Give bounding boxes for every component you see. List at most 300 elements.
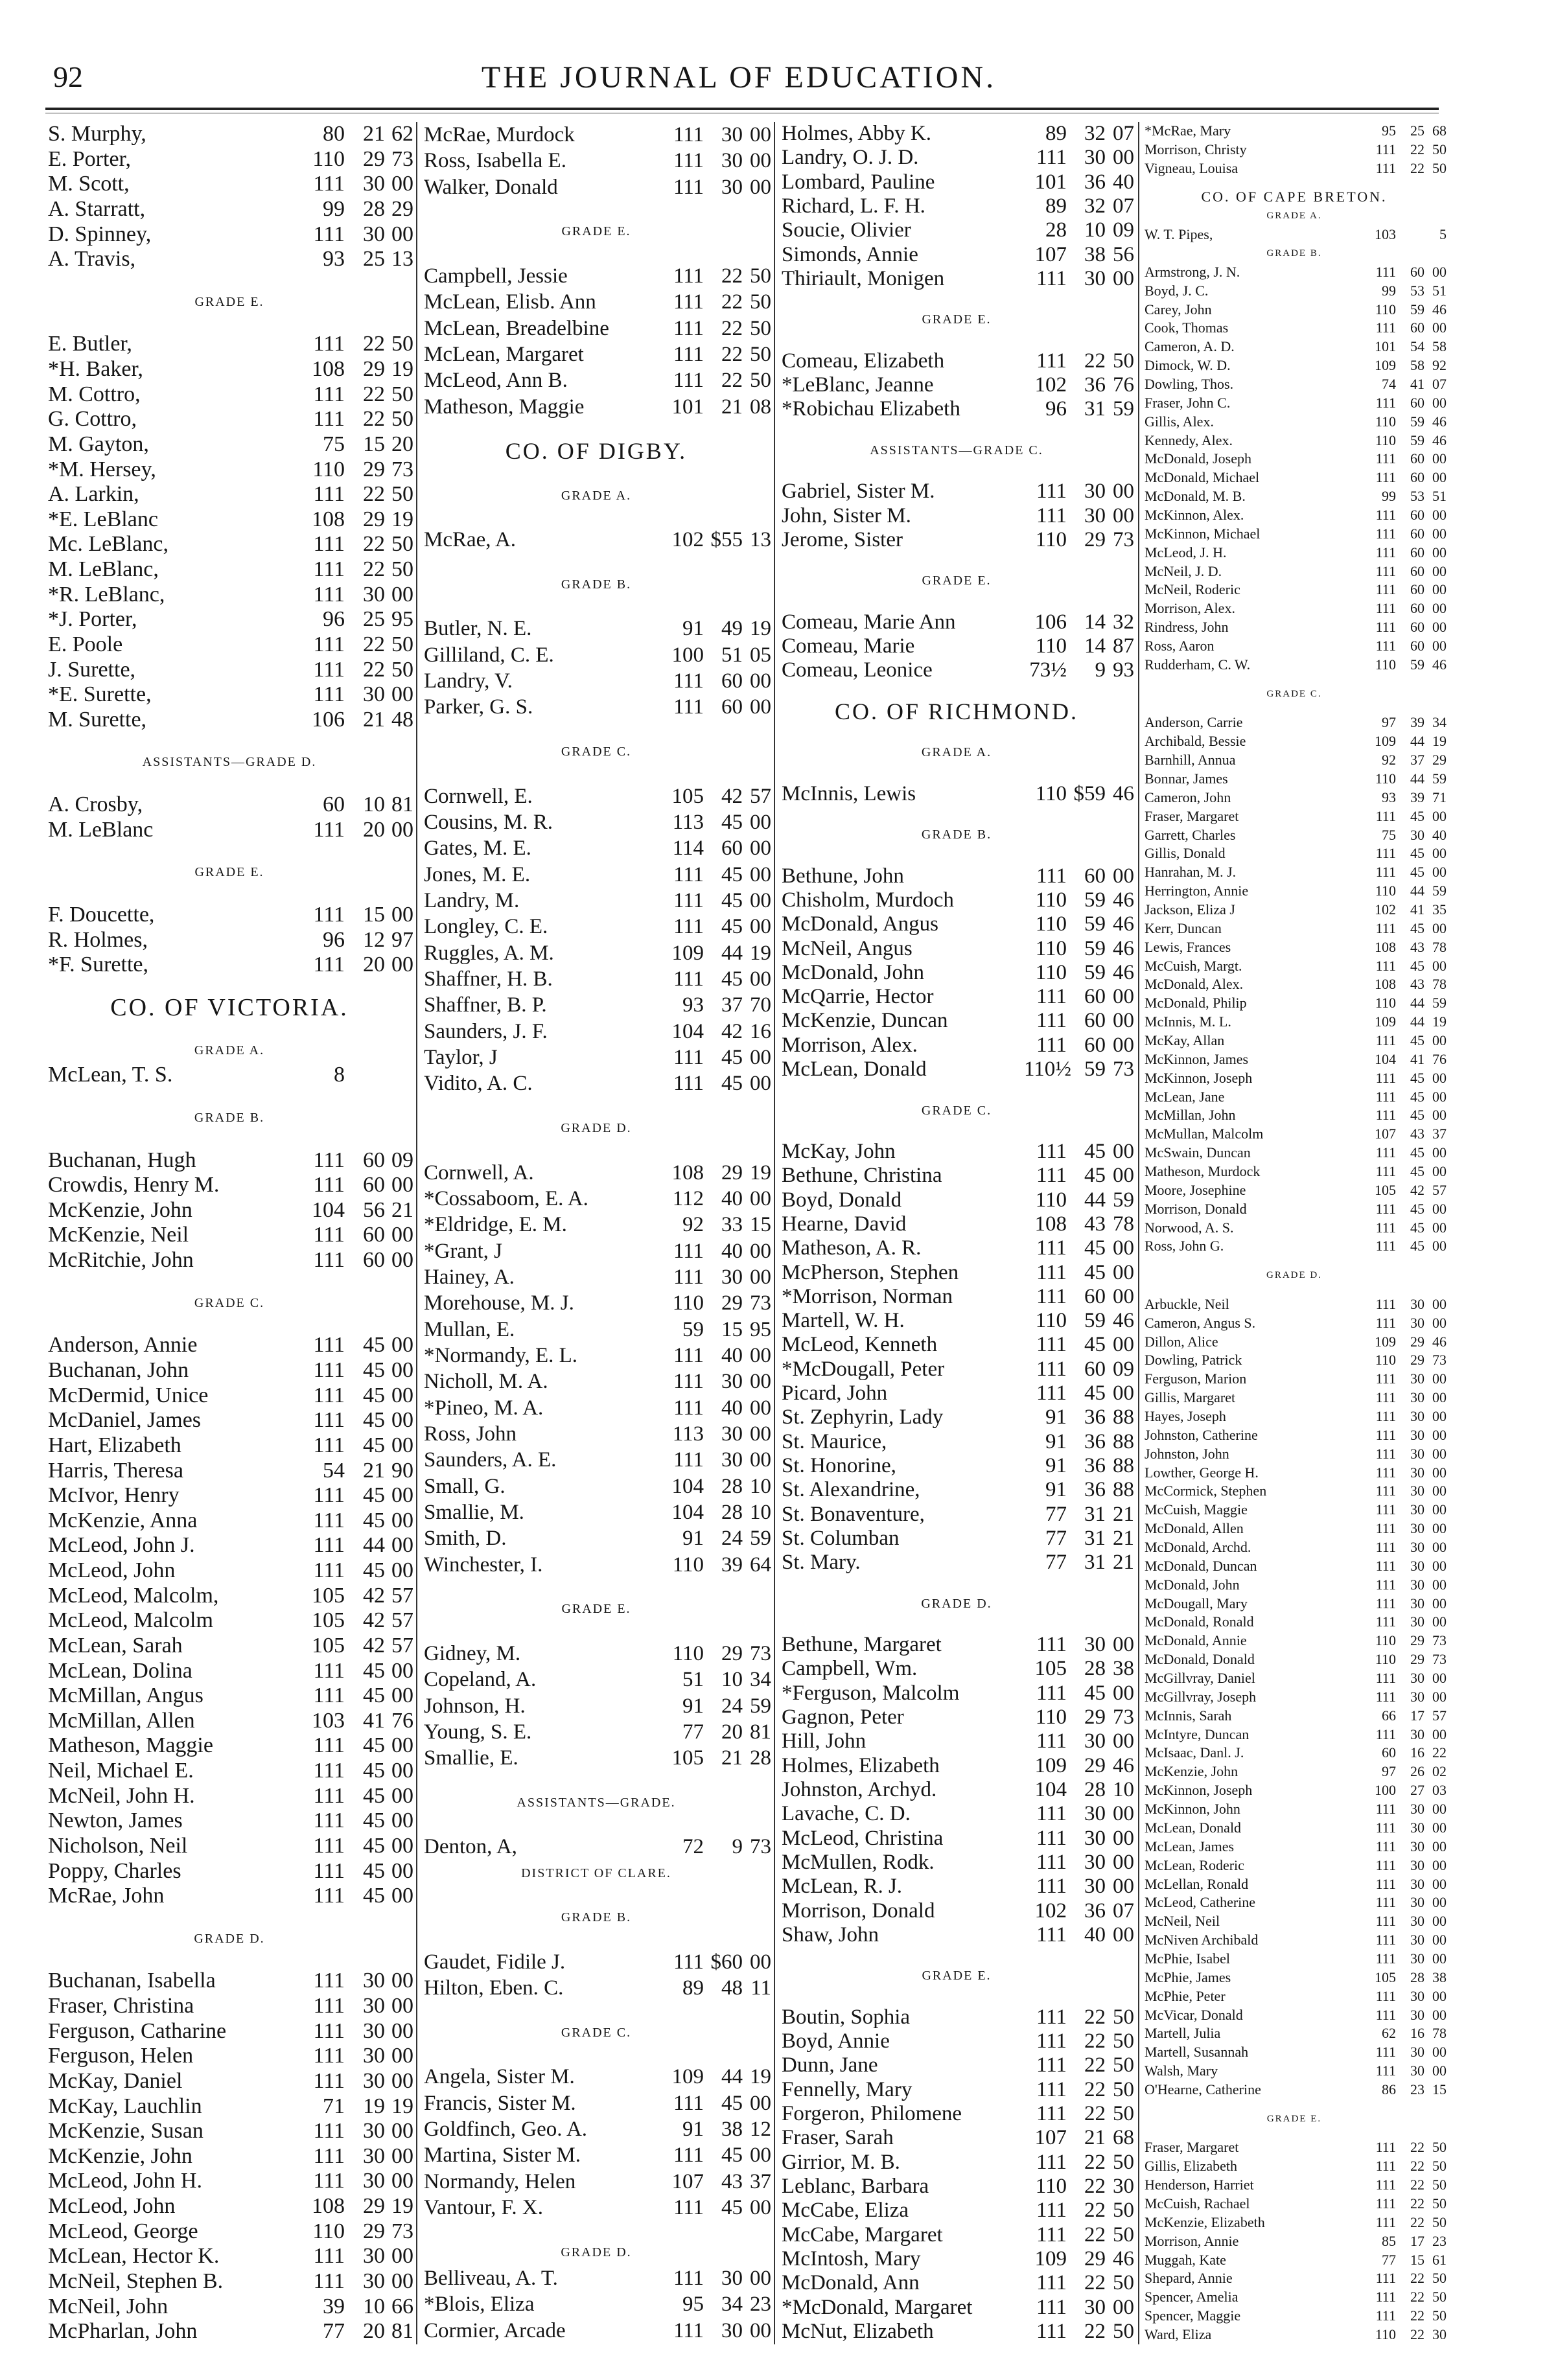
grant-cents: 22	[1432, 1744, 1447, 1761]
spacer	[45, 1951, 413, 1969]
teacher-entry	[45, 1683, 413, 1709]
teacher-name: Ward, Eliza	[1145, 2326, 1212, 2342]
days-taught: 111	[1036, 1802, 1067, 1826]
grant-cents: 00	[391, 1173, 413, 1197]
days-taught: 111	[1036, 2199, 1067, 2223]
grant-cents: 50	[1113, 2005, 1134, 2029]
grant-cents: 56	[1113, 242, 1134, 266]
grant-cents: 00	[391, 1533, 413, 1558]
days-taught: 111	[1375, 394, 1396, 411]
grant-cents: 51	[1432, 282, 1447, 299]
teacher-entry	[421, 2195, 771, 2221]
spacer	[779, 1947, 1134, 1964]
grade-heading: GRADE B.	[561, 1910, 632, 1925]
teacher-name: Butler, N. E.	[424, 617, 532, 641]
grant-dollars: 60	[1084, 985, 1106, 1009]
teacher-name: E. Butler,	[48, 332, 132, 356]
grade-heading: GRADE E.	[922, 1969, 992, 1983]
teacher-name: McQarrie, Hector	[782, 985, 934, 1009]
grant-dollars: 29	[1084, 2247, 1106, 2270]
teacher-name: Thiriault, Monigen	[782, 266, 945, 290]
grant-dollars: 53	[1410, 488, 1424, 505]
grant-cents: 00	[1432, 1913, 1447, 1930]
teacher-name: W. T. Pipes,	[1145, 226, 1213, 243]
teacher-entry	[779, 1454, 1134, 1478]
grant-cents: 00	[1432, 562, 1447, 579]
grant-cents: 00	[750, 175, 771, 199]
grant-dollars: 42	[1410, 1181, 1424, 1198]
days-taught: 111	[673, 1265, 704, 1289]
days-taught: 111	[313, 1358, 345, 1382]
teacher-entry	[1142, 975, 1447, 994]
teacher-name: Boyd, Donald	[782, 1188, 902, 1212]
teacher-name: Fraser, Christina	[48, 1994, 194, 2018]
teacher-name: Martell, Julia	[1145, 2025, 1221, 2042]
spacer	[1142, 704, 1447, 714]
days-taught: 110	[312, 2219, 345, 2243]
teacher-name: McCormick, Stephen	[1145, 1483, 1267, 1499]
teacher-entry	[1142, 1969, 1447, 1987]
teacher-entry	[1142, 1295, 1447, 1314]
grant-cents: 97	[391, 927, 413, 952]
grant-cents: 93	[1113, 658, 1134, 682]
grant-cents: 00	[1432, 1238, 1447, 1254]
days-taught: 111	[313, 2244, 345, 2269]
teacher-entry	[421, 1641, 771, 1667]
days-taught: 104	[312, 1197, 345, 1222]
grant-cents: 78	[1113, 1212, 1134, 1236]
teacher-entry	[421, 1447, 771, 1473]
days-taught: 111	[313, 1833, 345, 1858]
teacher-entry	[45, 1173, 413, 1198]
teacher-name: Girrior, M. B.	[782, 2150, 900, 2174]
teacher-entry	[421, 2265, 771, 2291]
teacher-name: Chisholm, Murdoch	[782, 888, 954, 912]
teacher-name: McPhie, Peter	[1145, 1987, 1226, 2004]
grant-dollars: 30	[721, 1370, 743, 1394]
days-taught: 104	[1375, 1050, 1396, 1067]
spacer	[421, 553, 771, 572]
days-taught: 111	[1375, 1576, 1396, 1593]
teacher-name: Leblanc, Barbara	[782, 2174, 929, 2198]
teacher-name: Poppy, Charles	[48, 1858, 181, 1883]
spacer	[779, 332, 1134, 349]
teacher-name: McIntyre, Duncan	[1145, 1726, 1250, 1742]
teacher-name: McLellan, Ronald	[1145, 1875, 1249, 1892]
days-taught: 100	[671, 643, 704, 667]
teacher-name: Dimock, W. D.	[1145, 357, 1231, 374]
grant-cents: 59	[1113, 1188, 1134, 1212]
days-taught: 111	[1375, 957, 1396, 974]
grant-cents: 00	[1432, 1295, 1447, 1312]
teacher-name: *McDonald, Margaret	[782, 2295, 973, 2319]
teacher-name: McKay, Daniel	[48, 2068, 183, 2093]
days-taught: 72	[682, 1835, 704, 1859]
grant-cents: 05	[750, 643, 771, 667]
grant-cents: 00	[391, 1248, 413, 1273]
grant-cents: 00	[1113, 1923, 1134, 1947]
grant-dollars: 43	[1084, 1212, 1106, 1236]
teacher-name: Soucie, Olivier	[782, 218, 911, 242]
days-taught: 111	[1375, 1557, 1396, 1574]
teacher-entry	[779, 2151, 1134, 2175]
teacher-entry	[45, 122, 413, 147]
grant-cents: 73	[1432, 1651, 1447, 1668]
teacher-entry	[1142, 1426, 1447, 1445]
teacher-entry	[1142, 263, 1447, 282]
page-number: 92	[53, 60, 83, 93]
grant-dollars: 45	[1410, 1032, 1424, 1048]
days-taught: 110	[1035, 888, 1067, 912]
grant-dollars: 22	[1084, 2199, 1106, 2223]
teacher-name: Hearne, David	[782, 1212, 907, 1236]
grant-cents: 00	[391, 1969, 413, 1993]
days-taught: 111	[1375, 2062, 1396, 2079]
grant-dollars: 30	[1410, 2062, 1424, 2079]
days-taught: 111	[313, 2169, 345, 2193]
grant-cents: 00	[750, 1265, 771, 1289]
grant-dollars: 30	[1410, 1688, 1424, 1705]
teacher-name: G. Cottro,	[48, 407, 137, 432]
grant-dollars: 16	[1410, 1744, 1424, 1761]
teacher-name: McKinnon, John	[1145, 1801, 1240, 1818]
teacher-entry	[779, 2296, 1134, 2320]
spacer	[779, 1616, 1134, 1633]
grant-dollars: 58	[1410, 357, 1424, 374]
grant-dollars: 14	[1084, 634, 1106, 658]
days-taught: 111	[313, 1483, 345, 1508]
teacher-entry	[1142, 1707, 1447, 1726]
teacher-name: McLeod, Christina	[782, 1826, 944, 1850]
grant-cents: 00	[1113, 1633, 1134, 1657]
grant-cents: 32	[1113, 610, 1134, 634]
days-taught: 110	[1375, 301, 1396, 318]
teacher-name: Mullan, E.	[424, 1317, 515, 1341]
grant-dollars: 45	[363, 1783, 385, 1808]
grant-cents: 78	[1432, 938, 1447, 955]
days-taught: 86	[1382, 2081, 1396, 2097]
teacher-name: *Pineo, M. A.	[424, 1396, 544, 1420]
teacher-entry	[45, 2119, 413, 2144]
grant-cents: 73	[750, 1641, 771, 1665]
grant-cents: 00	[1432, 2062, 1447, 2079]
teacher-name: Buchanan, John	[48, 1358, 189, 1382]
spacer	[779, 1123, 1134, 1140]
days-taught: 111	[673, 967, 704, 991]
days-taught: 111	[313, 682, 345, 707]
days-taught: 108	[312, 357, 345, 382]
days-taught: 113	[672, 1422, 704, 1446]
grant-dollars: 22	[363, 407, 385, 432]
days-taught: 110	[1375, 1352, 1396, 1369]
teacher-entry	[45, 1608, 413, 1634]
teacher-entry	[45, 2244, 413, 2269]
spacer	[779, 806, 1134, 823]
grant-cents: 58	[1432, 338, 1447, 355]
teacher-entry	[421, 1975, 771, 2001]
teacher-entry	[779, 349, 1134, 373]
teacher-name: Ferguson, Catharine	[48, 2018, 227, 2043]
teacher-name: Boutin, Sophia	[782, 2005, 911, 2029]
teacher-name: Jerome, Sister	[782, 527, 903, 551]
grant-dollars: 39	[1410, 789, 1424, 805]
grant-dollars: 45	[1410, 957, 1424, 974]
grant-dollars: 15	[363, 903, 385, 927]
grant-cents: 10	[750, 1501, 771, 1525]
teacher-entry	[779, 1478, 1134, 1502]
days-taught: 111	[1375, 1913, 1396, 1930]
days-taught: 111	[1375, 2289, 1396, 2305]
teacher-entry	[421, 1395, 771, 1421]
teacher-entry	[1142, 141, 1447, 159]
teacher-entry	[421, 1186, 771, 1212]
grade-heading: GRADE D.	[1266, 1270, 1322, 1281]
grant-dollars: 22	[1084, 2223, 1106, 2247]
teacher-entry	[421, 1525, 771, 1551]
teacher-entry	[1142, 225, 1447, 244]
days-taught: 111	[1375, 1539, 1396, 1556]
teacher-entry	[1142, 919, 1447, 938]
days-taught: 108	[1375, 938, 1396, 955]
teacher-name: McRae, A.	[424, 528, 517, 552]
days-taught: 111	[313, 1408, 345, 1433]
grant-cents: 73	[1113, 1057, 1134, 1081]
teacher-name: Smallie, M.	[424, 1501, 524, 1525]
days-taught: 111	[1375, 845, 1396, 862]
days-taught: 104	[1034, 1778, 1067, 1801]
spacer	[779, 724, 1134, 741]
grant-dollars: 30	[363, 2143, 385, 2168]
grant-cents: 38	[1113, 1657, 1134, 1681]
spacer	[421, 721, 771, 739]
teacher-entry	[45, 2019, 413, 2044]
grade-heading: GRADE B.	[1266, 248, 1322, 259]
teacher-name: Parker, G. S.	[424, 695, 533, 719]
teacher-name: McInnis, Lewis	[782, 781, 916, 805]
grant-dollars: 45	[1084, 1139, 1106, 1163]
teacher-name: Kerr, Duncan	[1145, 919, 1222, 936]
teacher-entry	[1142, 2138, 1447, 2157]
grant-dollars: 36	[1084, 170, 1106, 194]
teacher-entry	[1142, 1162, 1447, 1181]
grant-dollars: 45	[363, 1833, 385, 1858]
days-taught: 92	[682, 1213, 704, 1237]
teacher-name: M. Cottro,	[48, 382, 141, 406]
teacher-name: Bethune, Christina	[782, 1164, 942, 1188]
grant-cents: 19	[750, 941, 771, 965]
grant-cents: 92	[1432, 357, 1447, 374]
days-taught: 111	[1375, 1408, 1396, 1425]
teacher-name: McCuish, Margt.	[1145, 957, 1242, 974]
teacher-entry	[421, 992, 771, 1018]
grant-dollars: 30	[1410, 1875, 1424, 1892]
teacher-entry	[45, 382, 413, 408]
grade-heading: GRADE C.	[921, 1103, 992, 1118]
grant-dollars: 29	[363, 357, 385, 382]
grant-cents: 81	[391, 792, 413, 817]
days-taught: 111	[1036, 1729, 1067, 1753]
teacher-entry	[421, 1667, 771, 1693]
grant-dollars: 34	[721, 2293, 743, 2316]
teacher-entry	[45, 332, 413, 357]
days-taught: 111	[1036, 1875, 1067, 1899]
spacer	[421, 200, 771, 218]
grant-dollars: 30	[1410, 1408, 1424, 1425]
grant-dollars: 45	[1410, 1069, 1424, 1086]
teacher-name: McLeod, John	[48, 2194, 176, 2219]
days-taught: 111	[1375, 2158, 1396, 2175]
grant-cents: 64	[750, 1553, 771, 1577]
teacher-entry	[1142, 1800, 1447, 1819]
teacher-name: Carey, John	[1145, 301, 1212, 318]
teacher-name: McGillvray, Joseph	[1145, 1688, 1257, 1705]
days-taught: 102	[1034, 373, 1067, 397]
teacher-entry	[1142, 994, 1447, 1013]
grant-cents: 59	[1113, 397, 1134, 421]
grant-cents: 19	[750, 1161, 771, 1184]
days-taught: 110	[1375, 432, 1396, 448]
teacher-name: *Normandy, E. L.	[424, 1343, 578, 1367]
teacher-name: Morrison, Christy	[1145, 141, 1247, 157]
grant-cents: 68	[1432, 122, 1447, 139]
spacer	[1142, 178, 1447, 189]
teacher-name: McLeod, Ann B.	[424, 369, 568, 393]
teacher-entry	[1142, 807, 1447, 826]
grant-dollars: 29	[363, 146, 385, 171]
teacher-entry	[1142, 562, 1447, 581]
teacher-name: *Blois, Eliza	[424, 2293, 535, 2316]
grant-dollars: 30	[1410, 1913, 1424, 1930]
teacher-name: McLean, R. J.	[782, 1875, 903, 1899]
days-taught: 111	[1375, 141, 1396, 157]
teacher-entry	[421, 2142, 771, 2168]
grant-dollars: 30	[1084, 1802, 1106, 1826]
grant-dollars: 30	[1084, 503, 1106, 527]
grant-dollars: 30	[363, 2018, 385, 2043]
teacher-name: McKenzie, Neil	[48, 1223, 189, 1247]
grant-cents: 51	[1432, 488, 1447, 505]
grant-dollars: 60	[363, 1248, 385, 1273]
teacher-entry	[1142, 844, 1447, 863]
grant-cents: 50	[391, 632, 413, 656]
teacher-entry	[779, 1164, 1134, 1188]
teacher-entry	[1142, 282, 1447, 301]
teacher-entry	[45, 953, 413, 978]
teacher-name: Johnson, H.	[424, 1694, 526, 1718]
grant-cents: 00	[1432, 1987, 1447, 2004]
teacher-entry	[1142, 1200, 1447, 1219]
days-taught: 111	[673, 2267, 704, 2291]
days-taught: 110	[1035, 2174, 1067, 2198]
teacher-name: Matheson, A. R.	[782, 1236, 922, 1260]
grant-dollars: $55	[710, 528, 743, 552]
teacher-name: McDonald, Angus	[782, 912, 938, 936]
grant-cents: 88	[1113, 1405, 1134, 1429]
days-taught: 102	[671, 528, 704, 552]
grant-dollars: 30	[363, 2244, 385, 2269]
teacher-entry	[45, 2269, 413, 2294]
grant-dollars: 44	[1410, 995, 1424, 1011]
teacher-name: Dunn, Jane	[782, 2053, 878, 2077]
grant-cents: 00	[1113, 146, 1134, 170]
days-taught: 111	[1375, 1426, 1396, 1443]
teacher-name: McDonald, John	[1145, 1576, 1240, 1593]
teacher-entry	[1142, 1744, 1447, 1762]
grant-dollars: 12	[363, 927, 385, 952]
grant-dollars: 29	[1084, 1753, 1106, 1777]
teacher-entry	[45, 928, 413, 953]
teacher-name: St. Bonaventure,	[782, 1502, 925, 1526]
teacher-entry	[421, 1212, 771, 1238]
grant-dollars: 10	[363, 2294, 385, 2318]
teacher-entry	[1142, 506, 1447, 525]
days-taught: 111	[1375, 507, 1396, 524]
grant-dollars: 60	[1410, 263, 1424, 280]
teacher-name: McDonald, Donald	[1145, 1651, 1255, 1668]
teacher-name: McKenzie, John	[48, 1197, 192, 1222]
grade-heading: GRADE E.	[561, 1602, 631, 1617]
teacher-entry	[1142, 375, 1447, 394]
teacher-name: R. Holmes,	[48, 927, 148, 952]
teacher-entry	[421, 809, 771, 835]
grant-dollars: 60	[363, 1173, 385, 1197]
teacher-entry	[779, 658, 1134, 682]
teacher-name: McCuish, Rachael	[1145, 2195, 1250, 2212]
grant-cents: 19	[1432, 1013, 1447, 1030]
teacher-entry	[45, 2044, 413, 2069]
grant-dollars: 45	[363, 1383, 385, 1407]
teacher-name: Martell, Susannah	[1145, 2044, 1249, 2061]
grant-cents: 00	[391, 222, 413, 246]
grant-cents: 46	[1113, 1309, 1134, 1333]
grant-cents: 00	[1113, 1164, 1134, 1188]
grant-cents: 00	[1432, 525, 1447, 542]
grant-cents: 00	[1432, 1200, 1447, 1217]
spacer	[421, 1623, 771, 1641]
teacher-entry	[1142, 394, 1447, 413]
teacher-entry	[421, 835, 771, 861]
grant-dollars: 21	[363, 1458, 385, 1483]
grant-dollars: 30	[1410, 1894, 1424, 1911]
grant-dollars: 39	[721, 1553, 743, 1577]
teacher-entry	[779, 1899, 1134, 1923]
days-taught: 111	[1375, 919, 1396, 936]
days-taught: 107	[1034, 2126, 1067, 2150]
days-taught: 111	[1375, 1032, 1396, 1048]
days-taught: 111	[1036, 2005, 1067, 2029]
grant-dollars: 43	[1410, 1126, 1424, 1142]
teacher-entry	[779, 1551, 1134, 1575]
grant-cents: 00	[1113, 1850, 1134, 1874]
days-taught: 97	[1382, 1763, 1396, 1780]
grade-heading: GRADE C.	[561, 2025, 632, 2040]
grant-dollars: 51	[721, 643, 743, 667]
grant-dollars: 30	[1084, 1729, 1106, 1753]
teacher-entry	[421, 367, 771, 393]
grant-cents: 00	[750, 915, 771, 939]
teacher-name: Cormier, Arcade	[424, 2318, 566, 2342]
grant-dollars: 59	[1084, 1309, 1106, 1333]
grant-cents: 00	[1432, 544, 1447, 560]
grant-dollars: 28	[363, 196, 385, 221]
teacher-entry	[45, 1834, 413, 1859]
grant-dollars: 29	[1410, 1352, 1424, 1369]
grade-heading: GRADE C.	[1266, 688, 1322, 699]
grant-dollars: 36	[1084, 373, 1106, 397]
grant-cents: 61	[1432, 2251, 1447, 2268]
grant-cents: 95	[750, 1317, 771, 1341]
grant-dollars: 22	[1084, 2150, 1106, 2174]
